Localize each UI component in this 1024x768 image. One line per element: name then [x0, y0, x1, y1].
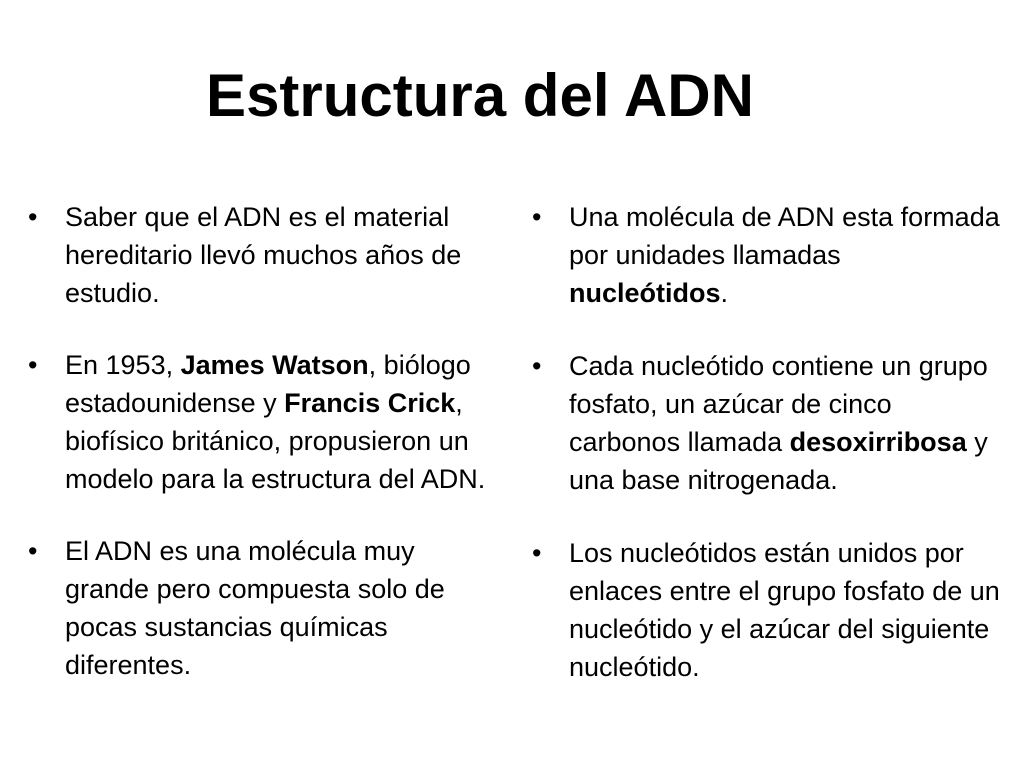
bullet-marker: • — [532, 538, 542, 568]
bullet-marker: • — [28, 202, 38, 232]
bullet-item — [532, 198, 1002, 312]
bullet-text: Los nucleótidos están unidos por enlaces entre el grupo fosfato de un nucleótido y el azúcar del siguiente nucleótido. — [569, 538, 1000, 682]
bullet-text: . — [720, 278, 729, 308]
bullet-marker: • — [532, 202, 542, 232]
bullet-text: , biólogo estadounidense y — [65, 350, 471, 418]
bullet-text: Cada nucleótido contiene un grupo fosfato, un azúcar de cinco carbonos llamada — [569, 351, 988, 457]
bullet-text: Una molécula de ADN esta formada por unidades llamadas — [569, 202, 1000, 270]
bullet-marker: • — [532, 351, 542, 381]
bullet-marker: • — [28, 350, 38, 380]
bullet-item — [532, 534, 1002, 686]
bullet-item — [28, 532, 498, 684]
bullet-text: Saber que el ADN es el material hereditario llevó muchos años de estudio. — [65, 202, 462, 308]
bullet-item — [532, 347, 1002, 499]
bullet-text: , biofísico británico, propusieron un modelo para la estructura del ADN. — [65, 388, 486, 494]
bullet-text: En 1953, — [65, 350, 181, 380]
bullet-text: El ADN es una molécula muy grande pero compuesta solo de pocas sustancias químicas diferentes. — [65, 536, 445, 680]
bold-text: Francis Crick — [284, 388, 456, 418]
bullet-item — [28, 198, 498, 312]
bullet-item — [28, 346, 498, 498]
left-bullet-list — [28, 198, 498, 718]
bold-text: desoxirribosa — [789, 427, 967, 457]
bullet-marker: • — [28, 536, 38, 566]
bullet-text: y una base nitrogenada. — [569, 427, 988, 495]
bold-text: nucleótidos — [569, 278, 721, 308]
right-bullet-list — [532, 198, 1002, 721]
slide-title: Estructura del ADN — [206, 62, 754, 129]
bold-text: James Watson — [180, 350, 369, 380]
